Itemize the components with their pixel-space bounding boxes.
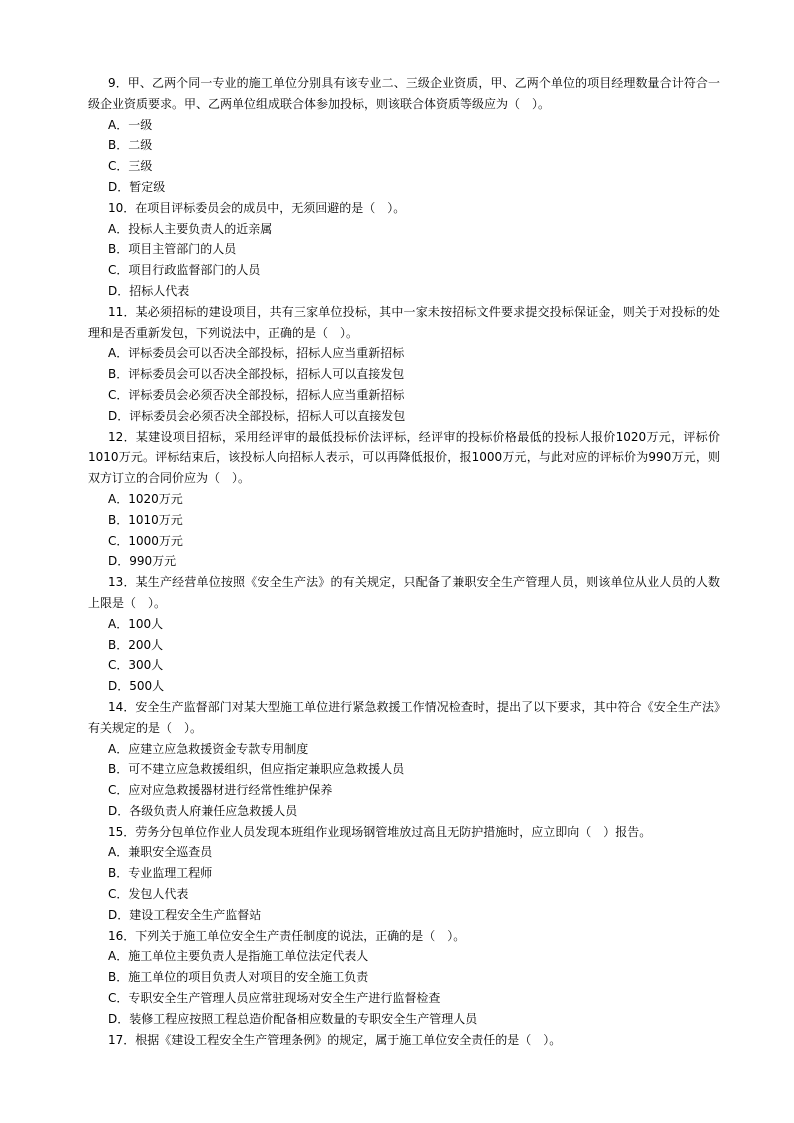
option-c: C．评标委员会必须否决全部投标，招标人应当重新招标 — [108, 387, 405, 402]
option-b: B．项目主管部门的人员 — [108, 242, 237, 257]
option-b: B．1010万元 — [108, 512, 183, 527]
question-15 — [88, 822, 720, 926]
question-11 — [88, 302, 720, 427]
option-d: D．各级负责人府兼任应急救援人员 — [108, 803, 298, 818]
question-stem: 13．某生产经营单位按照《安全生产法》的有关规定，只配备了兼职安全生产管理人员，则该单位从业人员的人数上限是（ ）。 — [88, 575, 720, 610]
option-b: B．可不建立应急救援组织，但应指定兼职应急救援人员 — [108, 762, 405, 777]
option-a: A．评标委员会可以否决全部投标，招标人应当重新招标 — [108, 346, 405, 361]
option-b: B．200人 — [108, 637, 164, 652]
question-16 — [88, 926, 720, 1030]
option-b: B．评标委员会可以否决全部投标，招标人可以直接发包 — [108, 367, 405, 382]
question-13 — [88, 572, 720, 697]
option-c: C．应对应急救援器材进行经常性维护保养 — [108, 783, 333, 798]
option-a: A．1020万元 — [108, 491, 183, 506]
option-b: B．二级 — [108, 138, 153, 153]
exam-page — [88, 73, 720, 1050]
question-stem: 15．劳务分包单位作业人员发现本班组作业现场钢管堆放过高且无防护措施时，应立即向（ ）报告。 — [108, 824, 652, 839]
option-c: C．1000万元 — [108, 533, 183, 548]
option-c: C．专职安全生产管理人员应常驻现场对安全生产进行监督检查 — [108, 991, 441, 1006]
option-c: C．300人 — [108, 658, 164, 673]
option-c: C．项目行政监督部门的人员 — [108, 263, 261, 278]
option-a: A．100人 — [108, 616, 164, 631]
question-stem: 10．在项目评标委员会的成员中，无须回避的是（ ）。 — [108, 200, 406, 215]
option-a: A．兼职安全巡查员 — [108, 845, 213, 860]
option-a: A．一级 — [108, 117, 153, 132]
option-d: D．暂定级 — [108, 179, 166, 194]
question-10 — [88, 198, 720, 302]
question-stem: 11．某必须招标的建设项目，共有三家单位投标，其中一家未按招标文件要求提交投标保证金，则关于对投标的处理和是否重新发包，下列说法中，正确的是（ ）。 — [88, 304, 720, 340]
option-c: C．三级 — [108, 159, 153, 174]
question-stem: 17．根据《建设工程安全生产管理条例》的规定，属于施工单位安全责任的是（ ）。 — [108, 1032, 562, 1047]
option-a: A．投标人主要负责人的近亲属 — [108, 221, 273, 236]
option-d: D．招标人代表 — [108, 283, 190, 298]
question-stem: 16．下列关于施工单位安全生产责任制度的说法，正确的是（ ）。 — [108, 928, 466, 943]
option-b: B．施工单位的项目负责人对项目的安全施工负责 — [108, 970, 369, 985]
question-stem: 14．安全生产监督部门对某大型施工单位进行紧急救援工作情况检查时，提出了以下要求，其中符合《安全生产法》有关规定的是（ ）。 — [88, 699, 720, 735]
option-c: C．发包人代表 — [108, 887, 189, 902]
question-17 — [88, 1030, 720, 1051]
question-9 — [88, 73, 720, 198]
option-d: D．990万元 — [108, 554, 177, 569]
question-stem: 9．甲、乙两个同一专业的施工单位分别具有该专业二、三级企业资质，甲、乙两个单位的项目经理数量合计符合一级企业资质要求。甲、乙两单位组成联合体参加投标，则该联合体资质等级应为（ ）。 — [88, 76, 720, 111]
option-d: D．建设工程安全生产监督站 — [108, 907, 262, 922]
option-d: D．500人 — [108, 679, 165, 694]
option-a: A．应建立应急救援资金专款专用制度 — [108, 741, 309, 756]
question-12 — [88, 427, 720, 573]
option-a: A．施工单位主要负责人是指施工单位法定代表人 — [108, 949, 369, 964]
option-b: B．专业监理工程师 — [108, 866, 213, 881]
option-d: D．评标委员会必须否决全部投标，招标人可以直接发包 — [108, 408, 406, 423]
option-d: D．装修工程应按照工程总造价配备相应数量的专职安全生产管理人员 — [108, 1011, 478, 1026]
question-stem: 12．某建设项目招标，采用经评审的最低投标价法评标，经评审的投标价格最低的投标人报价1020万元，评标价1010万元。评标结束后，该投标人向招标人表示，可以再降低报价，报1000万元，与此对应的评标价为990万元，则双方订立的合同价应为（ ）。 — [88, 429, 720, 486]
question-14 — [88, 697, 720, 822]
